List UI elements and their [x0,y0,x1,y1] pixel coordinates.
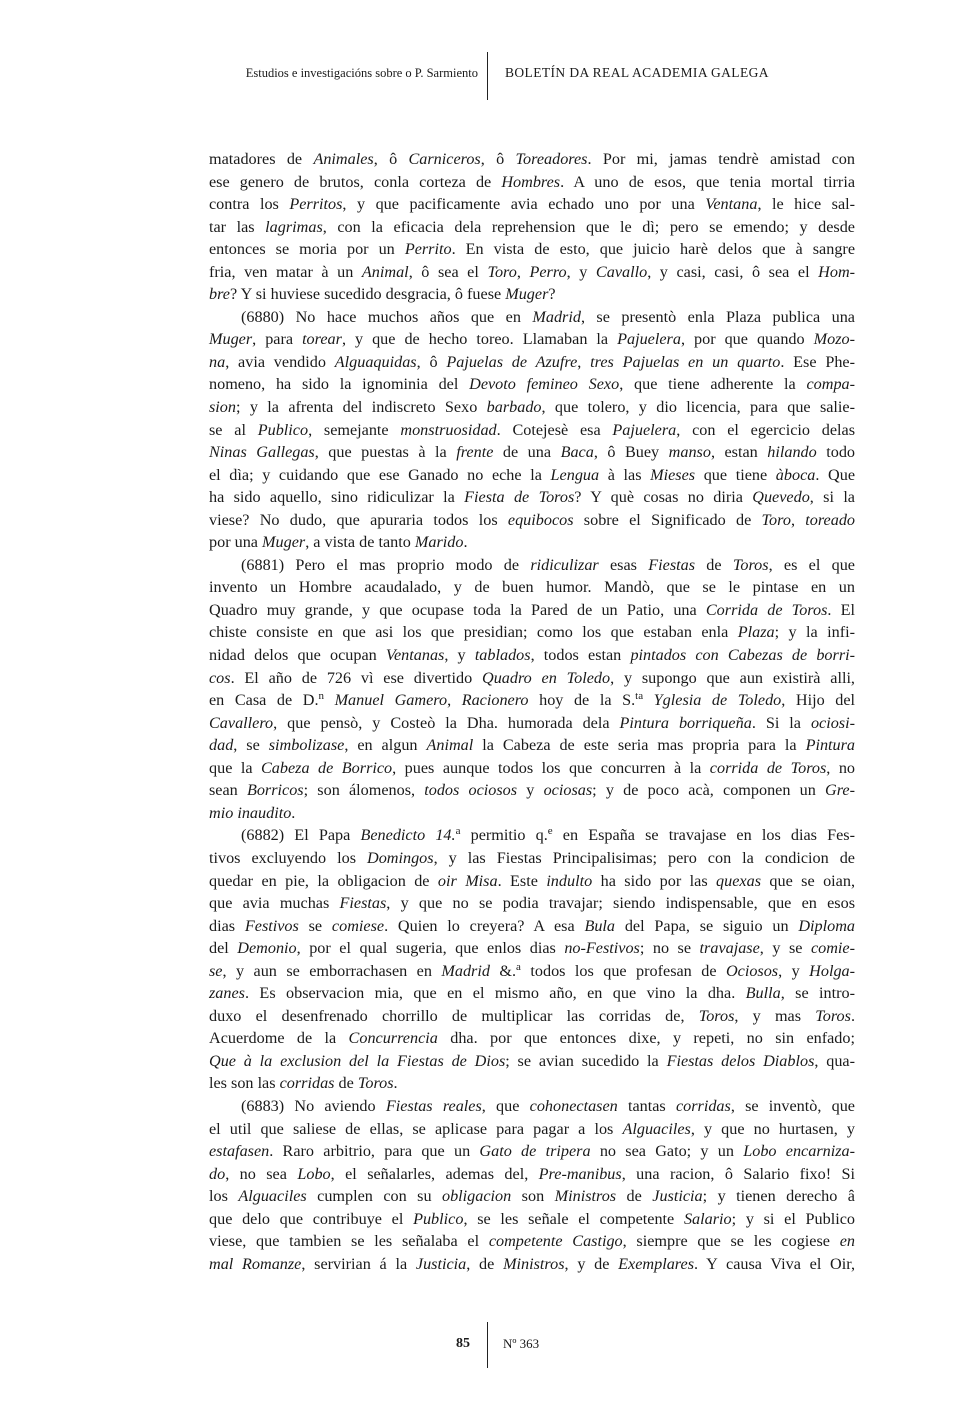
text-line: Quadro muy grande, y que ocupase toda la Pared de un Patio, una Corrida de Toros. El [209,600,855,619]
text-line: los Alguaciles cumplen con su obligacion son Ministros de Justicia; y tienen derecho â [209,1187,855,1206]
text-line: del Demonio, por el qual sugeria, que enlos dias no-Festivos; no se travajase, y se comie- [209,939,856,958]
text-line: que avia muchas Fiestas, y que no se podia travajar; siendo indispensable, que en esos [209,894,855,913]
text-line: Cavallero, que pensò, y Costeò la Dha. humorada dela Pintura borriqueña. Si la ociosi- [209,713,855,732]
text-line: invento un Hombre acaudalado, y de buen humor. Mandò, que se le pintase en un [209,578,855,597]
footer-divider [487,1322,488,1368]
text-line: Muger, para torear, y que de hecho toreo. Llamaban la Pajuelera, por que quando Mozo- [209,330,855,349]
text-line: Acuerdome de la Concurrencia dha. por que entonces dixe, y repeti, no sin enfado; [209,1029,855,1048]
text-line: nomeno, ha sido la ignominia del Devoto femineo Sexo, que tiene adherente la compa- [209,375,856,394]
text-line: por una Muger, a vista de tanto Marido. [209,533,468,552]
text-line: tar las lagrimas, con la eficacia dela reprehension que le dì; pero se emendo; y desde [209,217,855,236]
text-line: quedar en pie, la obligacion de oir Misa. Este indulto ha sido por las quexas que se oian, [209,871,855,890]
text-line: na, avia vendido Alguaquidas, ô Pajuelas de Azufre, tres Pajuelas en un quarto. Ese Phe- [209,352,856,371]
text-line: entonces se moria por un Perrito. En vista de esto, que juicio harè delos que à sangre [209,240,855,259]
text-line: do, no sea Lobo, el señalarles, ademas del, Pre-manibus, una racion, ô Salario fixo! Si [209,1164,856,1183]
text-line: nidad delos que ocupan Ventanas, y tablados, todos estan pintados con Cabezas de borri- [209,646,856,665]
text-line: estafasen. Raro arbitrio, para que un Gato de tripera no sea Gato; y un Lobo encarniza- [209,1142,855,1161]
text-line: que la Cabeza de Borrico, pues aunque todos los que concurren à la corrida de Toros, no [209,758,856,777]
text-line: viese, que tambien se les señalaba el competente Castigo, siempre que se les cogiese en [209,1232,855,1251]
text-line: el dìa; y cuidando que ese Ganado no eche la Lengua à las Mieses que tiene àboca. Que [209,465,855,484]
text-line: bre? Y si huviese sucedido desgracia, ô fuese Muger? [209,285,556,304]
text-line: ese genero de brutos, conla corteza de Hombres. A uno de esos, que tenia mortal tirria [209,172,856,191]
text-line: en Casa de D.$^n$ Manuel Gamero, Racionero hoy de la S.$^{ta}$ Yglesia de Toledo, Hijo del [209,690,856,710]
text-line: se, y aun se emborrachasen en Madrid &.$^a$ todos los que profesan de Ociosos, y Holga- [209,960,856,980]
text-line: duxo el desenfrenado chorrillo de multiplicar las corridas de, Toros, y mas Toros. [209,1006,855,1025]
text-line: el util que saliese de ellas, se aplicase para pagar a los Alguaciles, y que no hurtasen, y [209,1119,855,1138]
paragraph-first-line: (6882) El Papa Benedicto 14.$^a$ permitio q.$^e$ en España se travajase en los dias Fes- [241,825,856,845]
text-line: matadores de Animales, ô Carniceros, ô Toreadores. Por mi, jamas tendrè amistad con [209,150,855,168]
paragraph-first-line: (6881) Pero el mas proprio modo de ridiculizar esas Fiestas de Toros, es el que [241,555,855,574]
running-header [0,52,975,100]
text-line: tivos excluyendo los Domingos, y las Fiestas Principalisimas; pero con la condicion de [209,848,855,867]
text-line: viese? No dudo, que apuraria todos los equibocos sobre el Significado de Toro, toreado [209,510,856,529]
page-number: 85 [456,1336,470,1351]
text-line: chiste consiste en que asi los que presidian; como los que estaban enla Plaza; y la infi- [209,623,855,642]
paragraph-first-line: (6880) No hace muchos años que en Madrid, se presentò enla Plaza publica una [241,307,855,326]
text-line: Ninas Gallegas, que puestas à la frente de una Baca, ô Buey manso, estan hilando todo [209,443,856,462]
text-line: Que à la exclusion del la Fiestas de Dios; se avian sucedido la Fiestas delos Diablos, qua- [209,1051,855,1070]
header-journal-title: BOLETÍN DA REAL ACADEMIA GALEGA [505,65,769,80]
text-line: sean Borricos; son álomenos, todos ociosos y ociosas; y de poco acà, componen un Gre- [209,781,855,800]
text-line: mal Romanze, servirian á la Justicia, de Ministros, y de Exemplares. Y causa Viva el Oir, [209,1254,856,1273]
issue-number: Nº 363 [503,1336,540,1351]
text-line: ha sido aquello, sino ridiculizar la Fiesta de Toros? Y què cosas no diria Quevedo, si la [209,488,855,507]
text-line: se al Publico, semejante monstruosidad. Cotejesè esa Pajuelera, con el egercicio delas [209,420,855,439]
text-line: dias Festivos se comiese. Quien lo creyera? A esa Bula del Papa, se siguio un Diploma [209,916,856,935]
text-line: mio inaudito. [209,803,296,822]
body-text [209,148,855,1275]
header-series-title: Estudios e investigacións sobre o P. Sarmiento [245,66,478,80]
text-line: fria, ven matar à un Animal, ô sea el Toro, Perro, y Cavallo, y casi, casi, ô sea el Hom- [209,262,856,281]
text-line: dad, se simbolizase, en algun Animal la Cabeza de este seria mas propria para la Pintura [209,736,856,755]
text-line: contra los Perritos, y que pacificamente avia echado uno por una Ventana, le hice sal- [209,195,856,214]
paragraph-first-line: (6883) No aviendo Fiestas reales, que cohonectasen tantas corridas, se inventò, que [241,1096,855,1115]
text-line: sion; y la afrenta del indiscreto Sexo barbado, que tolero, y dio licencia, para que salie- [209,398,856,417]
header-divider [487,52,488,100]
text-line: cos. El año de 726 vì ese divertido Quadro en Toledo, y supongo que aun existirà alli, [209,668,855,687]
running-footer [0,1322,975,1370]
text-line: zanes. Es observacion mia, que en el mismo año, en que vino la dha. Bulla, se intro- [209,984,856,1003]
text-line: que delo que contribuye el Publico, se les señale el competente Salario; y si el Publico [209,1209,855,1228]
text-line: les son las corridas de Toros. [209,1074,398,1093]
